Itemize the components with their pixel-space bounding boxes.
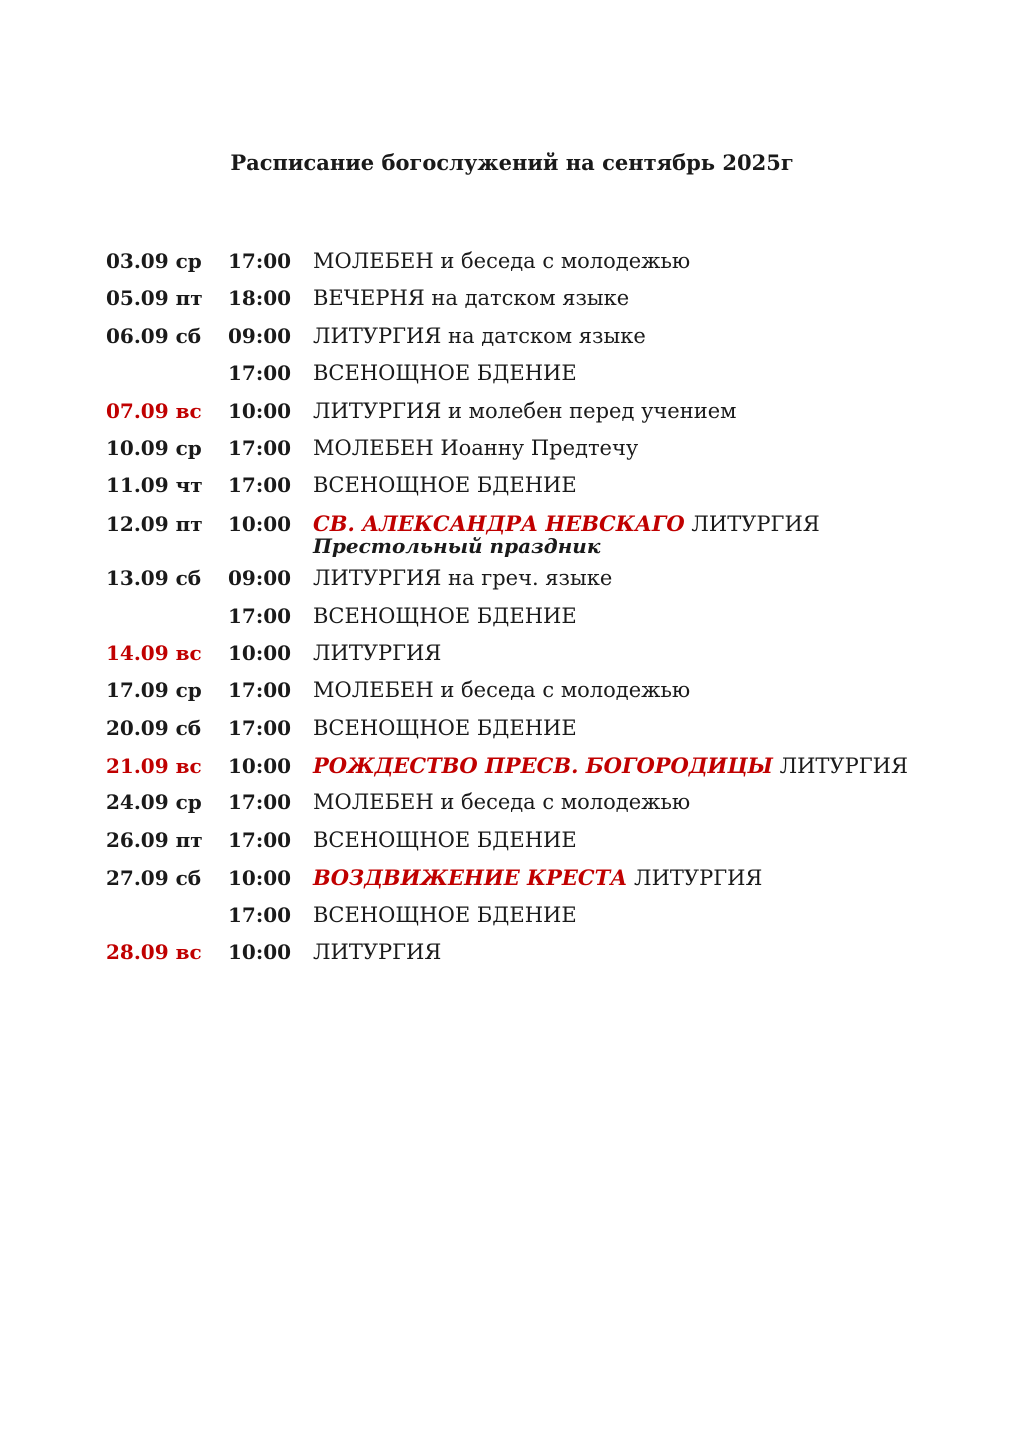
row-time: 17:00 [228,902,292,927]
row-event [313,897,577,934]
schedule-row [106,747,1006,784]
feast-name: СВ. АЛЕКСАНДРА НЕВСКАГО [313,510,685,536]
row-event [313,859,762,897]
schedule-row [106,672,1006,709]
feast-name: РОЖДЕСТВО ПРЕСВ. БОГОРОДИЦЫ [313,753,773,779]
service-name: МОЛЕБЕН и беседа с молодежью [313,678,691,703]
service-name: ЛИТУРГИЯ на греч. языке [313,566,613,591]
service-name: МОЛЕБЕН и беседа с молодежью [313,249,691,273]
row-time: 10:00 [228,940,292,965]
schedule-row [106,393,1006,430]
row-date: 05.09 пт [106,286,203,311]
schedule-row [106,822,1006,859]
row-date: 14.09 вс [106,640,202,665]
feast-note: Престольный праздник [313,534,601,559]
row-date: 06.09 сб [106,323,202,348]
row-date: 21.09 вс [106,754,202,779]
row-event [313,784,690,821]
schedule-list [106,243,1006,971]
service-name: ЛИТУРГИЯ [313,640,442,665]
row-date: 28.09 вс [106,940,202,965]
row-date: 10.09 ср [106,435,202,460]
row-date: 03.09 ср [106,249,202,273]
row-date: 12.09 пт [106,511,203,536]
row-time: 10:00 [228,754,292,779]
service-name: ЛИТУРГИЯ [779,754,908,779]
feast-name: ВОЗДВИЖЕНИЕ КРЕСТА [313,865,628,891]
row-time: 17:00 [228,603,292,628]
schedule-row [106,859,1006,896]
schedule-row [106,598,1006,635]
schedule-row [106,355,1006,392]
row-time: 18:00 [228,286,292,311]
schedule-row [106,710,1006,747]
row-time: 09:00 [228,323,292,348]
service-name: ЛИТУРГИЯ и молебен перед учением [313,398,737,423]
row-event [313,598,577,635]
schedule-row [106,784,1006,821]
row-time: 17:00 [228,435,292,460]
schedule-row [106,467,1006,504]
row-date: 27.09 сб [106,866,202,891]
row-date: 13.09 сб [106,566,202,591]
row-date: 07.09 вс [106,398,202,423]
schedule-row [106,318,1006,355]
schedule-row [106,243,1006,280]
row-date: 17.09 ср [106,678,202,703]
row-time: 17:00 [228,790,292,815]
row-date: 26.09 пт [106,827,203,852]
row-time: 10:00 [228,398,292,423]
row-time: 10:00 [228,866,292,891]
row-time: 17:00 [228,715,292,740]
service-name: ВСЕНОЩНОЕ БДЕНИЕ [313,715,577,740]
row-event [313,710,577,747]
service-name: ВСЕНОЩНОЕ БДЕНИЕ [313,361,577,386]
page-title: Расписание богослужений на сентябрь 2025г [230,150,794,175]
schedule-row [106,280,1006,317]
row-event [313,430,638,467]
service-name: ЛИТУРГИЯ [634,866,763,891]
service-name: ВСЕНОЩНОЕ БДЕНИЕ [313,603,577,628]
service-name: МОЛЕБЕН Иоанну Предтечу [313,435,639,460]
row-time: 10:00 [228,511,292,536]
service-name: МОЛЕБЕН и беседа с молодежью [313,790,691,815]
row-time: 10:00 [228,640,292,665]
row-event [313,747,908,785]
service-name: ЛИТУРГИЯ [691,511,820,536]
service-name: ВСЕНОЩНОЕ БДЕНИЕ [313,473,577,498]
schedule-row [106,560,1006,597]
row-time: 09:00 [228,566,292,591]
row-date: 20.09 сб [106,715,202,740]
schedule-row [106,897,1006,934]
schedule-row [106,635,1006,672]
service-name: ЛИТУРГИЯ на датском языке [313,323,646,348]
row-event [313,560,612,597]
service-name: ВСЕНОЩНОЕ БДЕНИЕ [313,902,577,927]
row-event [313,280,629,317]
service-name: ЛИТУРГИЯ [313,940,442,965]
service-name: ВСЕНОЩНОЕ БДЕНИЕ [313,827,577,852]
row-time: 17:00 [228,361,292,386]
row-event [313,318,646,355]
row-time: 17:00 [228,473,292,498]
row-event [313,822,577,859]
row-event [313,467,577,504]
row-date: 24.09 ср [106,790,202,815]
row-time: 17:00 [228,678,292,703]
row-time: 17:00 [228,249,292,273]
row-event [313,934,441,971]
schedule-row [106,934,1006,971]
row-date: 11.09 чт [106,473,203,498]
row-time: 17:00 [228,827,292,852]
row-event [313,635,441,672]
service-name: ВЕЧЕРНЯ на датском языке [313,286,630,311]
row-event [313,243,690,280]
schedule-row [106,430,1006,467]
row-event [313,672,690,709]
row-event [313,393,737,430]
row-event [313,355,577,392]
